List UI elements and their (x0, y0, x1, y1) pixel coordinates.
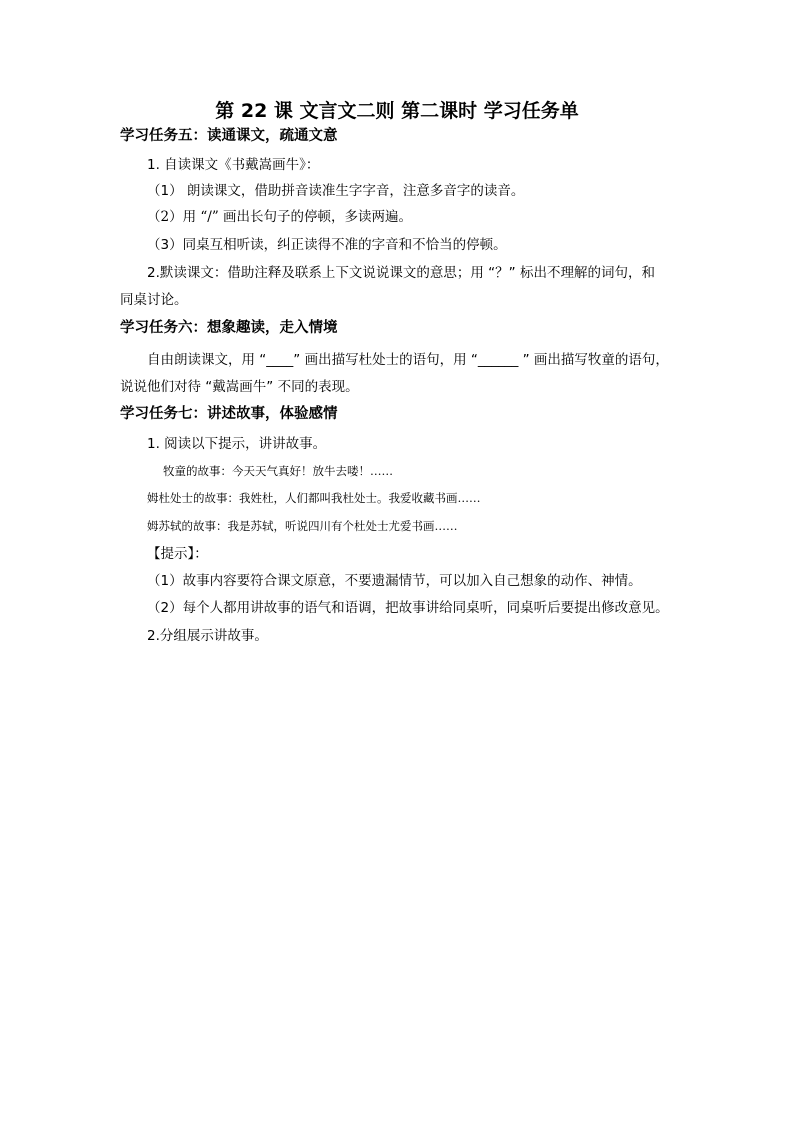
task7-item1: 1. 阅读以下提示，讲讲故事。 (147, 436, 327, 452)
story-su-shi: 姆苏轼的故事：我是苏轼，听说四川有个杜处士尤爱书画…… (147, 519, 458, 533)
task5-heading: 学习任务五：读通课文，疏通文意 (120, 128, 338, 144)
task6-heading: 学习任务六：想象趣读，走入情境 (120, 320, 338, 336)
task7-heading: 学习任务七：讲述故事，体验感情 (120, 406, 338, 422)
task6-para-line1: 自由朗读课文，用 “____” 画出描写杜处士的语句，用 “______ ” 画出描写牧童的语句， (147, 352, 669, 368)
tips-label: 【提示】： (147, 546, 208, 562)
task5-sub2: （2）用 “/” 画出长句子的停顿，多读两遍。 (147, 209, 413, 225)
task5-sub3: （3）同桌互相听读，纠正读得不准的字音和不恰当的停顿。 (147, 237, 507, 253)
task5-sub1: （1） 朗读课文，借助拼音读准生字字音，注意多音字的读音。 (147, 183, 525, 199)
task5-item2-line2: 同桌讨论。 (120, 292, 188, 308)
tip-2: （2）每个人都用讲故事的语气和语调，把故事讲给同桌听，同桌听后要提出修改意见。 (147, 600, 669, 616)
tip-1: （1）故事内容要符合课文原意，不要遗漏情节，可以加入自己想象的动作、神情。 (147, 573, 642, 589)
story-cowherd: 牧童的故事：今天天气真好！放牛去喽！…… (163, 464, 393, 478)
story-du-chushi: 姆杜处士的故事：我姓杜，人们都叫我杜处士。我爱收藏书画…… (147, 491, 481, 505)
task6-para-line2: 说说他们对待 “戴嵩画牛” 不同的表现。 (120, 379, 359, 395)
task5-item2-line1: 2.默读课文：借助注释及联系上下文说说课文的意思；用 “？” 标出不理解的词句，和 (147, 265, 655, 281)
task7-item2: 2.分组展示讲故事。 (147, 628, 268, 644)
task5-item1: 1. 自读课文《书戴嵩画牛》： (147, 157, 320, 173)
page-title: 第 22 课 文言文二则 第二课时 学习任务单 (215, 100, 579, 122)
